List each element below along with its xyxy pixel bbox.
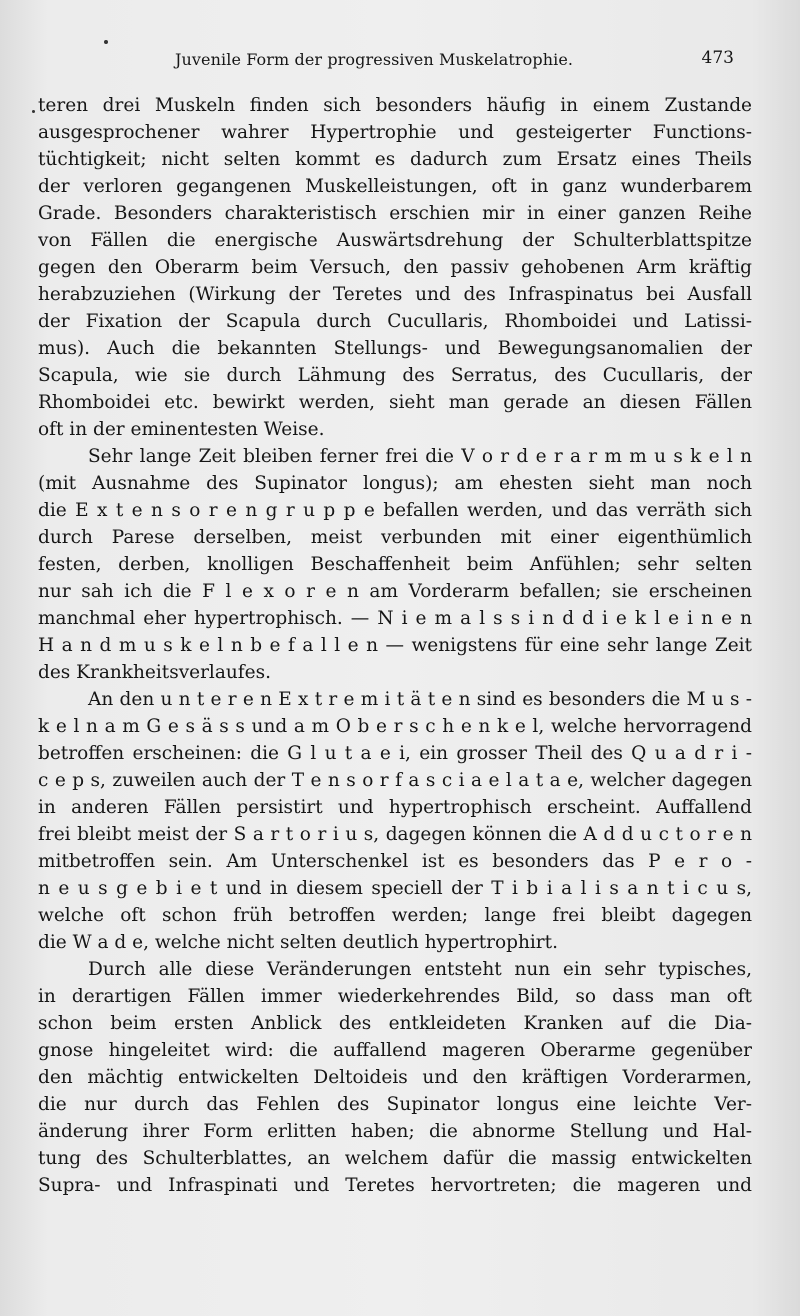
running-head: [40, 46, 760, 76]
text-line: welche oft schon früh betroffen werden; lange frei bleibt dagegen: [38, 905, 752, 926]
text-line: der verloren gegangenen Muskelleistungen, oft in ganz wunderbarem: [38, 176, 752, 197]
ink-speck: [32, 110, 35, 113]
text-line: Supra- und Infraspinati und Teretes hervortreten; die mageren und: [38, 1175, 752, 1196]
text-line: mitbetroffen sein. Am Unterschenkel ist es besonders das P e r o -: [38, 851, 752, 872]
text-line: gnose hingeleitet wird: die auffallend mageren Oberarme gegenüber: [38, 1040, 752, 1061]
text-line: n e u s g e b i e t und in diesem speciell der T i b i a l i s a n t i c u s,: [38, 878, 752, 899]
body-text: [38, 92, 752, 1199]
text-line: c e p s, zuweilen auch der T e n s o r f a s c i a e l a t a e, welcher dagegen: [38, 770, 752, 791]
text-line: des Krankheitsverlaufes.: [38, 662, 271, 683]
text-line: mus). Auch die bekannten Stellungs- und Bewegungsanomalien der: [38, 338, 752, 359]
text-line: nur sah ich die F l e x o r e n am Vorderarm befallen; sie erscheinen: [38, 581, 752, 602]
text-line: ausgesprochener wahrer Hypertrophie und gesteigerter Functions-: [38, 122, 752, 143]
text-line: H a n d m u s k e l n b e f a l l e n — wenigstens für eine sehr lange Zeit: [38, 635, 752, 656]
text-line: gegen den Oberarm beim Versuch, den passiv gehobenen Arm kräftig: [38, 257, 752, 278]
text-line: teren drei Muskeln finden sich besonders häufig in einem Zustande: [38, 95, 752, 116]
text-line: manchmal eher hypertrophisch. — N i e m a l s s i n d d i e k l e i n e n: [38, 608, 752, 629]
text-line: in anderen Fällen persistirt und hypertrophisch erscheint. Auffallend: [38, 797, 752, 818]
text-line: änderung ihrer Form erlitten haben; die abnorme Stellung und Hal-: [38, 1121, 752, 1142]
text-line: durch Parese derselben, meist verbunden mit einer eigenthümlich: [38, 527, 752, 548]
text-line: An den u n t e r e n E x t r e m i t ä t e n sind es besonders die M u s -: [88, 689, 752, 710]
text-line: Grade. Besonders charakteristisch erschien mir in einer ganzen Reihe: [38, 203, 752, 224]
text-line: betroffen erscheinen: die G l u t a e i, ein grosser Theil des Q u a d r i -: [38, 743, 752, 764]
text-line: die nur durch das Fehlen des Supinator longus eine leichte Ver-: [38, 1094, 752, 1115]
text-line: Scapula, wie sie durch Lähmung des Serratus, des Cucullaris, der: [38, 365, 752, 386]
text-line: tung des Schulterblattes, an welchem dafür die massig entwickelten: [38, 1148, 752, 1169]
text-line: die E x t e n s o r e n g r u p p e befallen werden, und das verräth sich: [38, 500, 752, 521]
text-line: (mit Ausnahme des Supinator longus); am ehesten sieht man noch: [38, 473, 752, 494]
text-line: frei bleibt meist der S a r t o r i u s, dagegen können die A d d u c t o r e n: [38, 824, 752, 845]
running-title: Juvenile Form der progressiven Muskelatrophie.: [175, 50, 574, 69]
text-line: die W a d e, welche nicht selten deutlich hypertrophirt.: [38, 932, 558, 953]
text-line: den mächtig entwickelten Deltoideis und den kräftigen Vorderarmen,: [38, 1067, 752, 1088]
text-line: tüchtigkeit; nicht selten kommt es dadurch zum Ersatz eines Theils: [38, 149, 752, 170]
text-line: Sehr lange Zeit bleiben ferner frei die V o r d e r a r m m u s k e l n: [88, 446, 752, 467]
page-number: 473: [701, 48, 734, 68]
text-line: Rhomboidei etc. bewirkt werden, sieht man gerade an diesen Fällen: [38, 392, 752, 413]
text-line: in derartigen Fällen immer wiederkehrendes Bild, so dass man oft: [38, 986, 752, 1007]
text-line: Durch alle diese Veränderungen entsteht nun ein sehr typisches,: [88, 959, 752, 980]
text-line: der Fixation der Scapula durch Cucullaris, Rhomboidei und Latissi-: [38, 311, 752, 332]
text-line: k e l n a m G e s ä s s und a m O b e r s c h e n k e l, welche hervorragend: [38, 716, 752, 737]
ink-speck: [104, 40, 108, 44]
text-line: schon beim ersten Anblick des entkleideten Kranken auf die Dia-: [38, 1013, 752, 1034]
text-line: von Fällen die energische Auswärtsdrehung der Schulterblattspitze: [38, 230, 752, 251]
text-line: herabzuziehen (Wirkung der Teretes und des Infraspinatus bei Ausfall: [38, 284, 752, 305]
text-line: oft in der eminentesten Weise.: [38, 419, 325, 440]
text-line: festen, derben, knolligen Beschaffenheit beim Anfühlen; sehr selten: [38, 554, 752, 575]
